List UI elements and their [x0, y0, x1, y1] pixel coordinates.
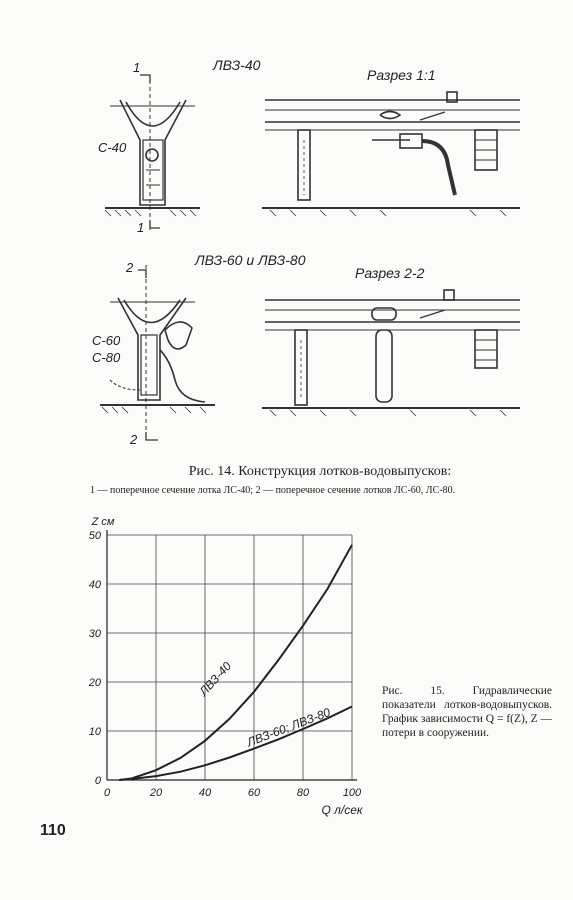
x-axis-label: Q л/сек	[321, 803, 363, 817]
y-tick-label: 40	[88, 579, 101, 591]
cut-2-bottom: 2	[130, 432, 138, 447]
page-number: 110	[40, 822, 66, 839]
series-line-1	[119, 545, 352, 780]
mark-c40: С-40	[98, 140, 127, 155]
x-tick-label: 20	[149, 787, 163, 799]
figure-14-caption-text: 1 — поперечное сечение лотка ЛС-40; 2 — поперечное сечение лотков ЛС-60, ЛС-80.	[90, 485, 456, 496]
label-lvz60-80: ЛВЗ-60 и ЛВЗ-80	[195, 252, 306, 268]
y-tick-label: 0	[94, 775, 101, 787]
x-tick-label: 0	[103, 787, 111, 799]
label-lvz40: ЛВЗ-40	[213, 57, 261, 73]
section-2-2	[262, 290, 520, 416]
figure-15-chart	[62, 508, 382, 818]
y-tick-label: 50	[88, 530, 101, 542]
x-tick-label: 80	[296, 787, 310, 799]
cut-2-top: 2	[126, 260, 134, 275]
cut-1-top: 1	[133, 60, 141, 75]
x-tick-label: 100	[342, 787, 362, 799]
x-tick-label: 60	[247, 787, 261, 799]
series-label-2: ЛВЗ-60; ЛВЗ-80	[244, 705, 333, 750]
x-tick-label: 40	[198, 787, 212, 799]
figure-15-caption: Рис. 15. Гидравлические показатели лотков-водовыпусков. График зависимости Q = f(Z), Z — потери в сооружении.	[382, 685, 553, 739]
section-1-1	[262, 92, 520, 216]
series-label-1: ЛВЗ-40	[196, 659, 235, 699]
y-axis-label: Z см	[91, 516, 115, 528]
y-tick-label: 20	[88, 677, 101, 689]
label-section-1-1: Разрез 1:1	[367, 67, 436, 83]
y-tick-label: 10	[88, 726, 101, 738]
mark-c80: С-80	[92, 350, 121, 365]
mark-c60: С-60	[92, 333, 121, 348]
cut-1-bottom: 1	[137, 220, 145, 235]
figure-14-caption-title: Рис. 14. Конструкция лотков-водовыпусков:	[188, 464, 452, 479]
label-section-2-2: Разрез 2-2	[355, 265, 425, 281]
y-tick-label: 30	[88, 628, 101, 640]
